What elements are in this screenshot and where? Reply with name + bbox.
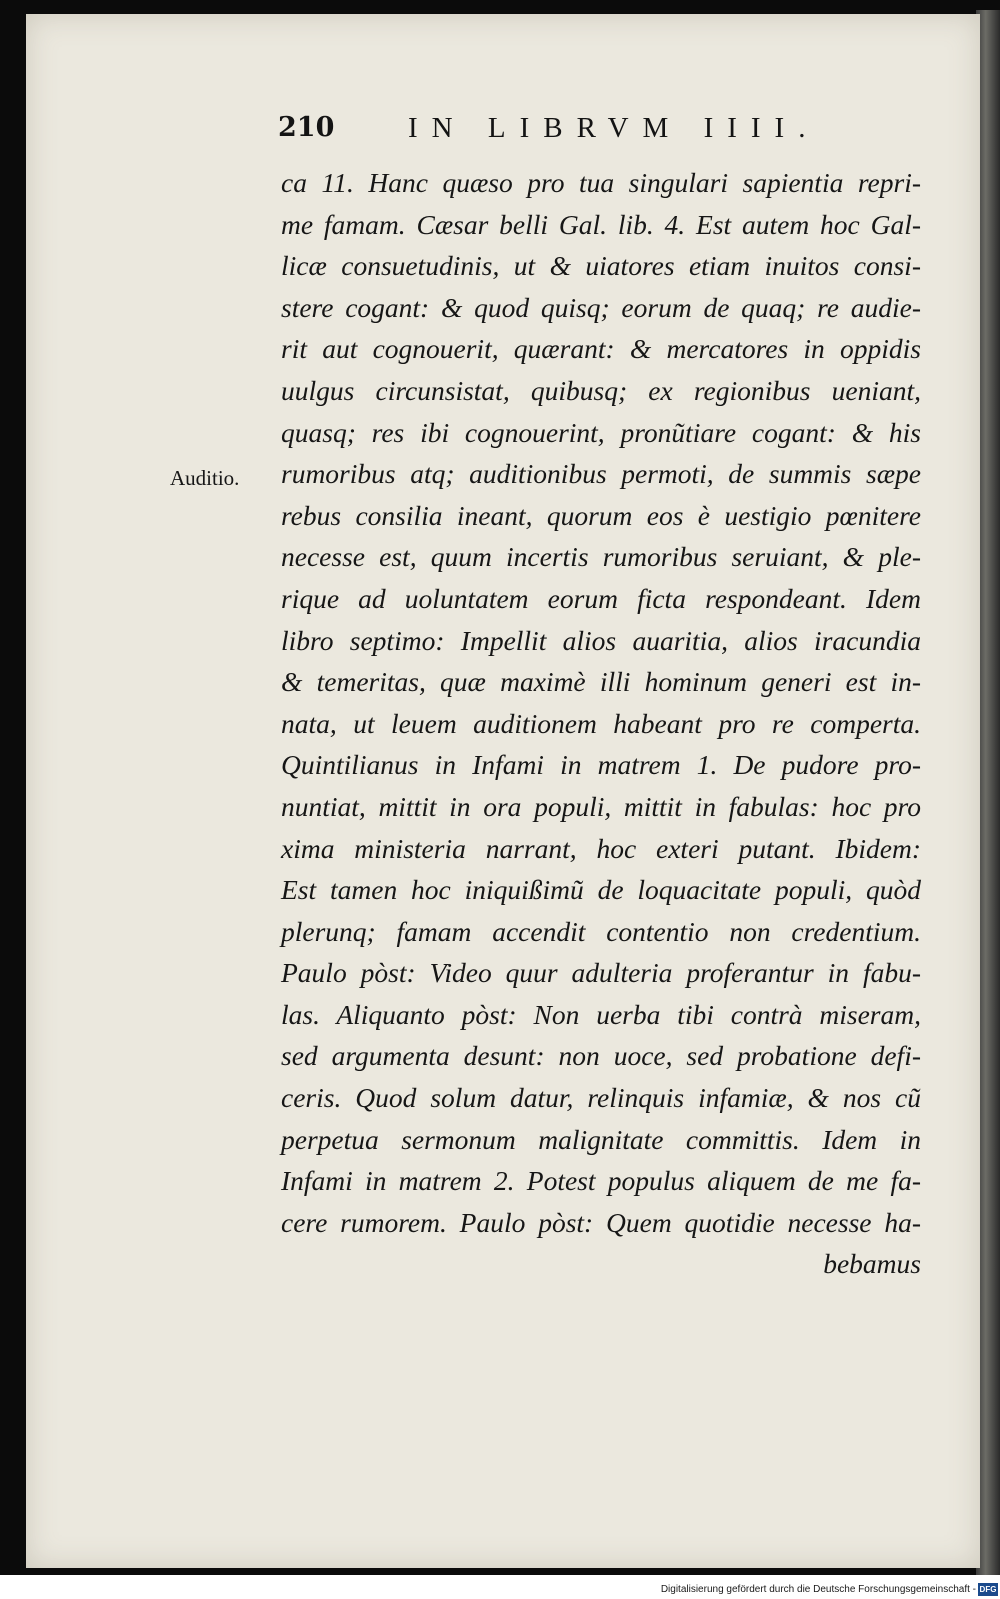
page-number: 210 — [278, 112, 335, 143]
text-line: & temeritas, quæ maximè illi hominum generi est in- — [281, 666, 921, 698]
text-line: rumoribus atq; auditionibus permoti, de summis sæpe — [281, 458, 921, 490]
text-line: me famam. Cæsar belli Gal. lib. 4. Est autem hoc Gal- — [281, 208, 921, 240]
text-line: rique ad uoluntatem eorum ficta respondeant. Idem — [281, 582, 921, 614]
text-line: rebus consilia ineant, quorum eos è uestigio pœnitere — [281, 499, 921, 531]
text-line: uulgus circunsistat, quibusq; ex regionibus ueniant, — [281, 374, 921, 406]
text-line: Infami in matrem 2. Potest populus aliquem de me fa- — [281, 1165, 921, 1197]
text-line: necesse est, quum incertis rumoribus seruiant, & ple- — [281, 541, 921, 573]
text-line: Quintilianus in Infami in matrem 1. De pudore pro- — [281, 749, 921, 781]
running-head: IN LIBRVM IIII. — [408, 112, 820, 144]
text-line: ca 11. Hanc quæso pro tua singulari sapientia repri- — [281, 167, 921, 198]
marginal-note: Auditio. — [170, 466, 240, 490]
text-line: nuntiat, mittit in ora populi, mittit in fabulas: hoc pro — [281, 790, 921, 822]
text-line: licæ consuetudinis, ut & uiatores etiam inuitos consi- — [281, 250, 921, 282]
page-header — [278, 109, 873, 147]
text-line: las. Aliquanto pòst: Non uerba tibi contrà miseram, — [281, 998, 921, 1030]
text-line: xima ministeria narrant, hoc exteri putant. Ibidem: — [281, 832, 921, 864]
catchword: bebamus — [823, 1248, 921, 1280]
text-line: stere cogant: & quod quisq; eorum de quaq; re audie- — [281, 291, 921, 323]
text-line: libro septimo: Impellit alios auaritia, alios iracundia — [281, 624, 921, 656]
text-line: nata, ut leuem auditionem habeant pro re comperta. — [281, 707, 921, 739]
text-line: cere rumorem. Paulo pòst: Quem quotidie necesse ha- — [281, 1206, 921, 1238]
text-line: quasq; res ibi cognouerint, pronũtiare cogant: & his — [281, 416, 921, 448]
text-line: rit aut cognouerit, quærant: & mercatores in oppidis — [281, 333, 921, 365]
text-line: perpetua sermonum malignitate committis. Idem in — [281, 1123, 921, 1155]
text-line: Est tamen hoc iniquißimũ de loquacitate populi, quòd — [281, 874, 921, 906]
dfg-logo: DFG — [979, 1585, 997, 1594]
text-line: ceris. Quod solum datur, relinquis infamiæ, & nos cũ — [281, 1082, 921, 1114]
text-line: sed argumenta desunt: non uoce, sed probatione defi- — [281, 1040, 921, 1072]
text-line: plerunq; famam accendit contentio non credentium. — [281, 915, 921, 947]
digitization-credit: Digitalisierung gefördert durch die Deutsche Forschungsgemeinschaft - — [660, 1584, 976, 1595]
body-text — [281, 162, 921, 1285]
text-line: Paulo pòst: Video quur adulteria proferantur in fabu- — [281, 957, 921, 989]
